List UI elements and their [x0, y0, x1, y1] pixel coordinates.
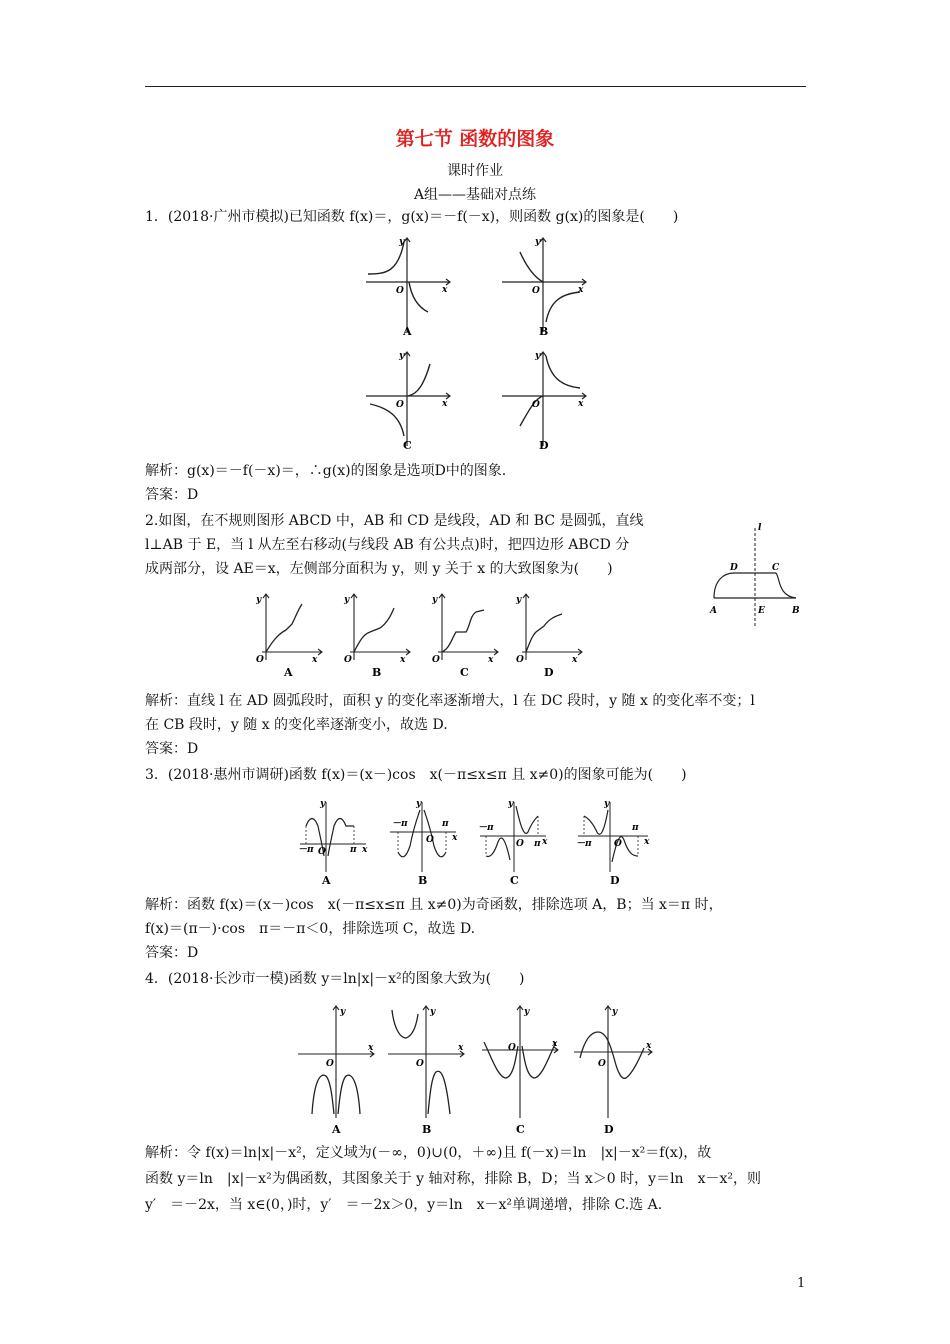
svg-text:l: l — [758, 523, 762, 533]
q3-answer: 答案：D — [145, 945, 199, 961]
svg-text:O: O — [532, 286, 540, 296]
svg-text:x: x — [644, 837, 650, 847]
section-title: 第七节 函数的图象 — [395, 128, 555, 150]
svg-text:y: y — [524, 1007, 530, 1017]
subtitle: 课时作业 — [447, 163, 503, 179]
q3-analysis-line-2: f(x)＝(π－)·cos π＝－π＜0，排除选项 C，故选 D. — [145, 921, 476, 937]
svg-text:C: C — [516, 1123, 525, 1136]
svg-text:x: x — [488, 655, 494, 665]
svg-text:－π: －π — [478, 823, 494, 833]
q2-stem-line-2: l⊥AB 于 E，当 l 从左至右移动(与线段 AB 有公共点)时，把四边形 ABCD 分 — [145, 537, 630, 553]
svg-text:y: y — [399, 237, 405, 247]
q3-graph-c — [476, 796, 552, 888]
q4-analysis-line-3: y′ ＝－2x，当 x∈(0，)时，y′ ＝－2x＞0，y＝ln x－x²单调递增，排除 C.选 A. — [145, 1197, 663, 1213]
svg-text:C: C — [510, 874, 519, 887]
svg-text:A: A — [710, 606, 717, 616]
svg-text:y: y — [256, 595, 262, 605]
q1-answer: 答案：D — [145, 487, 199, 503]
page-number: 1 — [797, 1276, 806, 1291]
svg-text:C: C — [772, 563, 780, 573]
q1-label-d: D — [539, 439, 549, 452]
svg-text:π: π — [632, 823, 639, 833]
q4-analysis-line-1: 解析：令 f(x)＝ln|x|－x²，定义域为(－∞，0)∪(0，＋∞)且 f(－x)＝ln |x|－x²＝f(x)，故 — [145, 1145, 712, 1161]
q3-stem: 3．(2018·惠州市调研)函数 f(x)＝(x－)cos x(－π≤x≤π 且 x≠0)的图象可能为( ) — [145, 767, 687, 783]
svg-text:y: y — [535, 237, 541, 247]
q3-graph-a — [296, 796, 372, 888]
svg-text:D: D — [610, 874, 620, 887]
q2-graph-c — [428, 590, 508, 680]
svg-text:y: y — [535, 351, 541, 361]
svg-text:O: O — [326, 1059, 334, 1069]
svg-text:x: x — [578, 285, 584, 295]
svg-text:O: O — [416, 1059, 424, 1069]
svg-text:O: O — [318, 847, 326, 857]
q1-label-b: B — [539, 325, 549, 338]
svg-text:O: O — [516, 839, 524, 849]
svg-text:A: A — [284, 666, 293, 679]
svg-text:D: D — [604, 1123, 614, 1136]
svg-text:x: x — [572, 655, 578, 665]
svg-text:D: D — [730, 563, 738, 573]
q1-graph-d — [498, 346, 588, 456]
q4-graph-b — [384, 1002, 468, 1138]
svg-text:x: x — [368, 1043, 374, 1053]
q1-stem: 1．(2018·广州市模拟)已知函数 f(x)＝，g(x)＝－f(－x)，则函数 g(x)的图象是( ) — [145, 209, 679, 225]
svg-text:x: x — [452, 833, 458, 843]
svg-text:π: π — [350, 845, 357, 855]
svg-text:E: E — [758, 606, 765, 616]
svg-text:y: y — [416, 799, 422, 809]
svg-text:x: x — [542, 837, 548, 847]
svg-text:B: B — [372, 666, 382, 679]
svg-text:O: O — [532, 400, 540, 410]
svg-text:O: O — [508, 1043, 516, 1053]
svg-text:O: O — [256, 655, 264, 665]
svg-text:C: C — [460, 666, 469, 679]
svg-text:x: x — [362, 845, 368, 855]
svg-text:B: B — [418, 874, 428, 887]
svg-text:x: x — [552, 1039, 558, 1049]
svg-text:y: y — [516, 595, 522, 605]
svg-text:π: π — [442, 819, 449, 829]
svg-text:D: D — [544, 666, 554, 679]
svg-text:x: x — [646, 1041, 652, 1051]
svg-text:y: y — [432, 595, 438, 605]
group-title: A组——基础对点练 — [413, 187, 537, 203]
q2-stem-line-1: 2.如图，在不规则图形 ABCD 中，AB 和 CD 是线段，AD 和 BC 是圆弧，直线 — [145, 513, 644, 529]
q4-analysis-line-2: 函数 y＝ln |x|－x²为偶函数，其图象关于 y 轴对称，排除 B，D；当 x＞0 时，y＝ln x－x²，则 — [145, 1171, 761, 1187]
svg-text:y: y — [430, 1007, 436, 1017]
svg-text:x: x — [400, 655, 406, 665]
q1-label-a: A — [403, 325, 412, 338]
svg-text:B: B — [792, 606, 800, 616]
q3-graph-d — [574, 796, 654, 888]
svg-text:O: O — [614, 839, 622, 849]
svg-text:y: y — [508, 799, 514, 809]
svg-text:O: O — [344, 655, 352, 665]
svg-text:x: x — [442, 285, 448, 295]
svg-text:A: A — [322, 874, 331, 887]
q2-graph-d — [512, 590, 592, 680]
svg-text:y: y — [612, 1007, 618, 1017]
q4-stem: 4．(2018·长沙市一模)函数 y＝ln|x|－x²的图象大致为( ) — [145, 971, 525, 987]
q1-graph-b — [498, 232, 588, 342]
header-rule — [145, 86, 806, 87]
svg-text:x: x — [312, 655, 318, 665]
svg-text:x: x — [442, 399, 448, 409]
q2-region-figure — [706, 518, 810, 622]
svg-text:O: O — [598, 1059, 606, 1069]
svg-text:x: x — [578, 399, 584, 409]
q1-analysis: 解析：g(x)＝－f(－x)＝，∴g(x)的图象是选项D中的图象. — [145, 463, 507, 479]
q2-stem-line-3: 成两部分，设 AE＝x，左侧部分面积为 y，则 y 关于 x 的大致图象为( ) — [145, 561, 613, 577]
svg-text:π: π — [534, 839, 541, 849]
svg-text:y: y — [344, 595, 350, 605]
svg-text:y: y — [399, 351, 405, 361]
q1-label-c: C — [403, 439, 412, 452]
q4-graph-d — [570, 1002, 656, 1138]
svg-text:O: O — [426, 835, 434, 845]
q2-analysis-line-1: 解析：直线 l 在 AD 圆弧段时，面积 y 的变化率逐渐增大，l 在 DC 段时，y 随 x 的变化率不变；l — [145, 693, 755, 709]
svg-text:－π: －π — [576, 839, 592, 849]
svg-text:y: y — [604, 799, 610, 809]
q4-graph-c — [478, 1002, 562, 1138]
svg-text:－π: －π — [392, 819, 408, 829]
q2-answer: 答案：D — [145, 741, 199, 757]
q2-analysis-line-2: 在 CB 段时，y 随 x 的变化率逐渐变小，故选 D. — [145, 717, 448, 733]
q1-graph-c — [362, 346, 452, 456]
svg-text:－π: －π — [298, 845, 314, 855]
svg-text:B: B — [422, 1123, 432, 1136]
svg-text:x: x — [458, 1043, 464, 1053]
svg-text:O: O — [396, 400, 404, 410]
q2-graph-b — [340, 590, 420, 680]
q4-graph-a — [294, 1002, 378, 1138]
svg-text:y: y — [340, 1007, 346, 1017]
q3-analysis-line-1: 解析：函数 f(x)＝(x－)cos x(－π≤x≤π 且 x≠0)为奇函数，排除选项 A，B；当 x＝π 时， — [145, 897, 723, 913]
svg-text:O: O — [516, 655, 524, 665]
svg-text:y: y — [320, 799, 326, 809]
svg-text:O: O — [432, 655, 440, 665]
q1-graph-a — [362, 232, 452, 342]
q2-graph-a — [252, 590, 332, 680]
q3-graph-b — [386, 796, 462, 888]
svg-text:O: O — [396, 286, 404, 296]
svg-text:A: A — [332, 1123, 341, 1136]
